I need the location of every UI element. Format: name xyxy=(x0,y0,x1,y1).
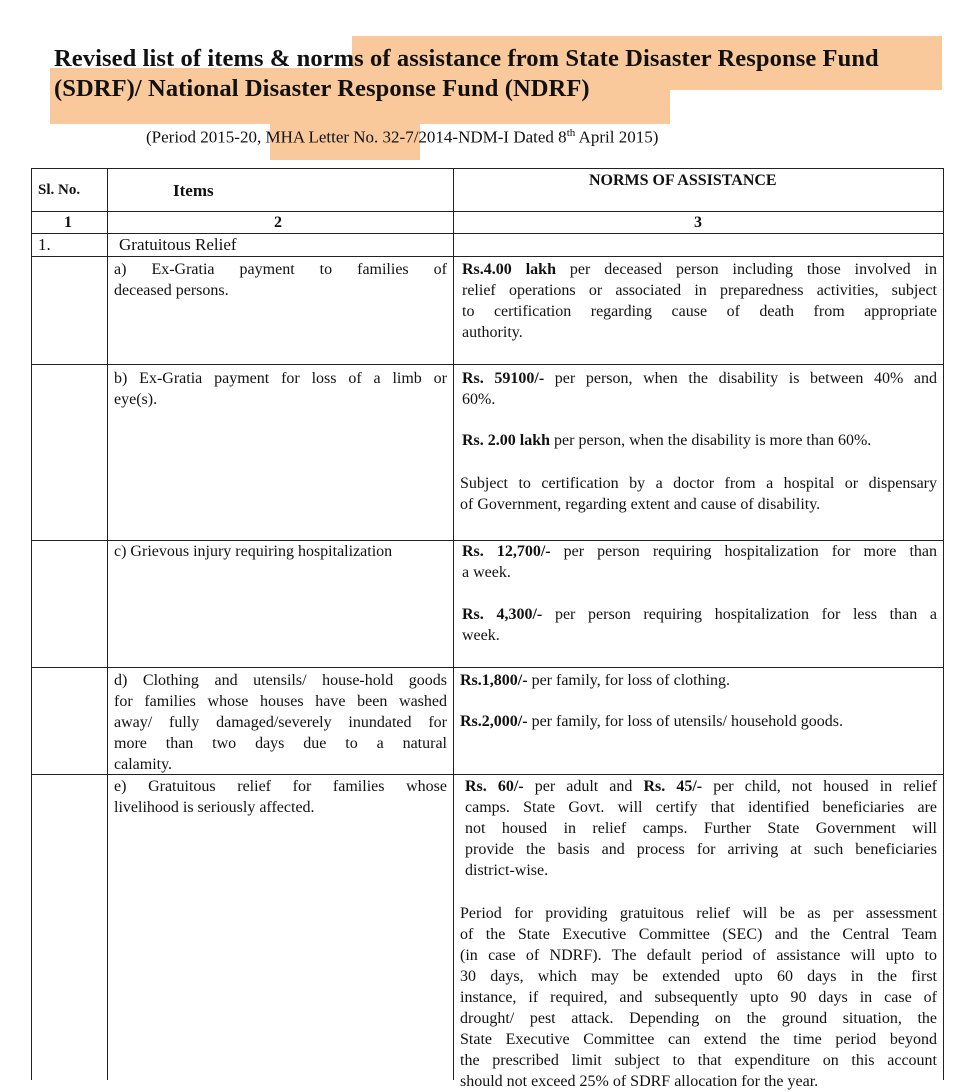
col-number: 3 xyxy=(694,214,702,231)
header-sl-no: Sl. No. xyxy=(38,182,81,198)
norm-text: Subject to certification by a doctor from a hospital or dispensary of Government, regarding extent and cause of disability. xyxy=(460,475,937,513)
item-text: b) Ex-Gratia payment for loss of a limb or eye(s). xyxy=(114,370,447,408)
header-norms: NORMS OF ASSISTANCE xyxy=(589,172,777,189)
norm-text: Rs. 4,300/- per person requiring hospitalization for less than a week. xyxy=(462,606,937,644)
col-number: 2 xyxy=(274,214,282,231)
item-text: a) Ex-Gratia payment to families of deceased persons. xyxy=(114,261,447,299)
norm-text: Rs.2,000/- per family, for loss of utensils/ household goods. xyxy=(460,713,843,730)
norm-text: Rs.4.00 lakh per deceased person including those involved in relief operations or associated in preparedness activities, subject to certification regarding cause of death from appropriate authority. xyxy=(462,261,937,341)
norm-text: Rs. 60/- per adult and Rs. 45/- per child, not housed in relief camps. State Govt. will certify that identified beneficiaries are not housed in relief camps. Further State Government will provide the basis and process for arriving at such beneficiaries district-wise. xyxy=(465,778,937,879)
section-sl: 1. xyxy=(38,235,51,254)
norm-text: Rs. 59100/- per person, when the disability is between 40% and 60%. xyxy=(462,370,938,408)
norm-text: Rs. 12,700/- per person requiring hospitalization for more than a week. xyxy=(462,543,937,581)
header-items: Items xyxy=(173,181,214,200)
item-text: d) Clothing and utensils/ house-hold goods for families whose houses have been washed away/ fully damaged/severely inundated for more than two days due to a natural calamity. xyxy=(114,672,447,773)
document-title xyxy=(54,44,944,104)
norm-text: Period for providing gratuitous relief will be as per assessment of the State Executive Committee (SEC) and the Central Team (in case of NDRF). The default period of assistance will upto to 30 days, which may be extended upto 60 days in the first instance, if required, and subsequently upto 90 days in case of drought/ pest attack. Depending on the ground situation, the State Executive Committee can extend the time period beyond the prescribed limit subject to that expenditure on this account should not exceed 25% of SDRF allocation for the year. xyxy=(460,905,937,1090)
item-text: c) Grievous injury requiring hospitalization xyxy=(114,543,393,560)
col-number: 1 xyxy=(64,214,72,231)
norm-text: Rs.1,800/- per family, for loss of clothing. xyxy=(460,672,731,689)
section-title: Gratuitous Relief xyxy=(119,235,237,254)
title-line-1: Revised list of items & norms of assistance from State Disaster Response Fund xyxy=(54,45,879,72)
title-line-2: (SDRF)/ National Disaster Response Fund (NDRF) xyxy=(54,75,590,102)
norm-text: Rs. 2.00 lakh per person, when the disability is more than 60%. xyxy=(462,432,872,449)
item-text: e) Gratuitous relief for families whose livelihood is seriously affected. xyxy=(114,778,447,816)
period-subtitle: (Period 2015-20, MHA Letter No. 32-7/2014-NDM-I Dated 8th April 2015) xyxy=(146,127,659,147)
